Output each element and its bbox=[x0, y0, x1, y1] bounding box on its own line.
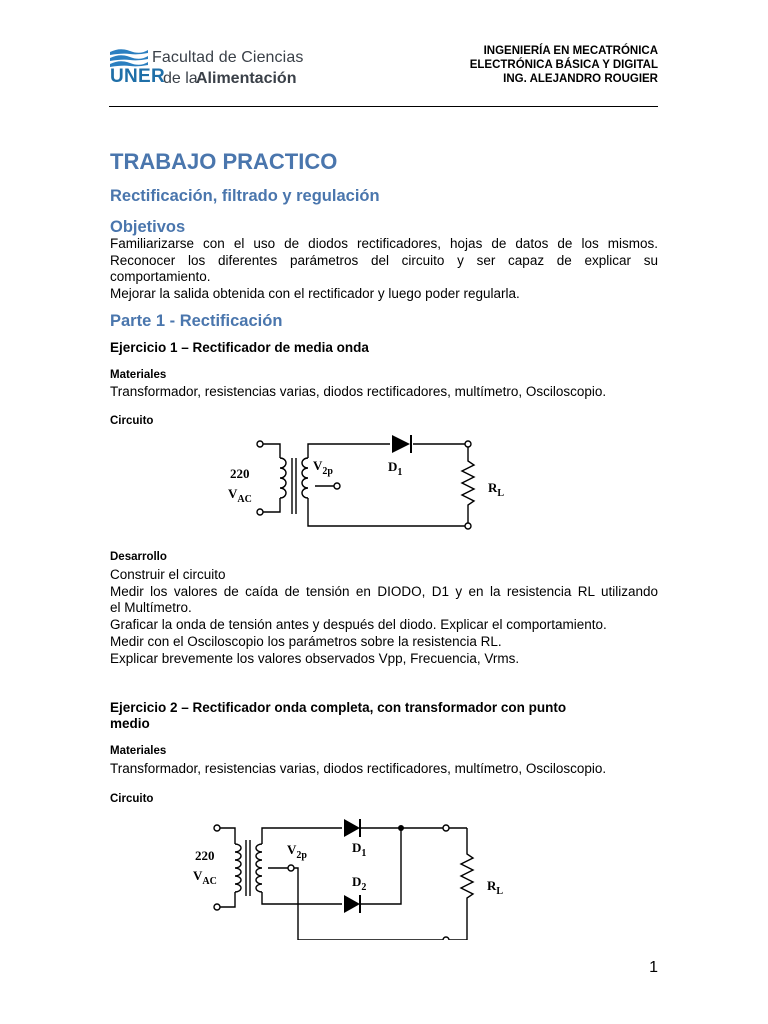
circuit2-v2p-label: $V_{2p}$ bbox=[287, 842, 307, 861]
desarrollo-line: Medir con el Osciloscopio los parámetros sobre la resistencia RL. bbox=[110, 633, 502, 649]
half-wave-rectifier-circuit bbox=[220, 426, 520, 538]
diode-d1-icon bbox=[392, 435, 410, 453]
circuit2-vac-label: $V_{AC}$ bbox=[193, 868, 217, 887]
circuit2-d1-label: $D_1$ bbox=[352, 840, 367, 859]
ej1-desarrollo-text bbox=[110, 567, 658, 667]
center-tap-full-wave-circuit bbox=[190, 812, 520, 940]
logo-uner: UNER bbox=[110, 66, 166, 87]
desarrollo-line: Graficar la onda de tensión antes y después del diodo. Explicar el comportamiento. bbox=[110, 617, 607, 633]
desarrollo-line: Explicar brevemente los valores observados Vpp, Frecuencia, Vrms. bbox=[110, 650, 520, 666]
desarrollo-line: Construir el circuito bbox=[110, 567, 226, 582]
ej1-desarrollo-label: Desarrollo bbox=[110, 551, 167, 563]
header-line-teacher: ING. ALEJANDRO ROUGIER bbox=[503, 73, 658, 85]
logo-wave-icon bbox=[108, 46, 148, 68]
ej2-materiales-text: Transformador, resistencias varias, diodos rectificadores, multímetro, Osciloscopio. bbox=[110, 761, 607, 776]
logo-faculty-line2b: Alimentación bbox=[196, 70, 297, 87]
objetivos-text bbox=[110, 236, 658, 303]
logo-faculty-line1: Facultad de Ciencias bbox=[152, 49, 304, 66]
circuit1-vac-label: $V_{AC}$ bbox=[228, 486, 252, 505]
ej2-heading-line1: Ejercicio 2 – Rectificador onda completa, con transformador con punto bbox=[110, 700, 567, 715]
ej1-circuito-label: Circuito bbox=[110, 415, 154, 427]
ej1-materiales-text: Transformador, resistencias varias, diodos rectificadores, multímetro, Osciloscopio. bbox=[110, 384, 607, 399]
diode-d1-icon bbox=[344, 819, 360, 837]
circuit1-vin-label: 220 bbox=[230, 466, 250, 481]
ej1-heading: Ejercicio 1 – Rectificador de media onda bbox=[110, 340, 369, 355]
circuit1-d1-label: $D_1$ bbox=[388, 459, 403, 478]
circuit2-rl-label: $R_L$ bbox=[487, 878, 504, 897]
ej1-materiales-label: Materiales bbox=[110, 369, 167, 381]
circuit1-rl-label: $R_L$ bbox=[488, 480, 505, 499]
header-divider bbox=[109, 106, 658, 107]
diode-d2-icon bbox=[344, 895, 360, 913]
parte1-heading: Parte 1 - Rectificación bbox=[110, 312, 283, 330]
objetivos-line: comportamiento. bbox=[110, 269, 211, 285]
desarrollo-line: Medir los valores de caída de tensión en DIODO, D1 y en la resistencia RL utilizando bbox=[110, 583, 658, 599]
page-title: TRABAJO PRACTICO bbox=[110, 149, 338, 174]
objetivos-line: Reconocer los diferentes parámetros del circuito y ser capaz de explicar su bbox=[110, 252, 658, 268]
header-line-subject: ELECTRÓNICA BÁSICA Y DIGITAL bbox=[469, 59, 658, 71]
objetivos-line: Mejorar la salida obtenida con el rectificador y luego poder regularla. bbox=[110, 286, 520, 302]
circuit2-vin-label: 220 bbox=[195, 848, 215, 863]
header-course-info bbox=[470, 44, 658, 86]
ej2-heading bbox=[110, 700, 658, 732]
ej2-materiales-label: Materiales bbox=[110, 745, 167, 757]
header-line-career: INGENIERÍA EN MECATRÓNICA bbox=[483, 45, 658, 57]
desarrollo-line: el Multímetro. bbox=[110, 600, 192, 616]
logo-faculty-line2a: de la bbox=[163, 70, 198, 87]
ej2-circuito-label: Circuito bbox=[110, 793, 154, 805]
objetivos-heading: Objetivos bbox=[110, 218, 186, 236]
circuit2-d2-label: $D_2$ bbox=[352, 874, 367, 893]
ej2-heading-line2: medio bbox=[110, 716, 150, 731]
page-number: 1 bbox=[649, 959, 658, 976]
circuit1-v2p-label: $V_{2p}$ bbox=[313, 458, 333, 477]
page-subtitle: Rectificación, filtrado y regulación bbox=[110, 187, 380, 205]
objetivos-line: Familiarizarse con el uso de diodos rectificadores, hojas de datos de los mismos. bbox=[110, 236, 658, 251]
